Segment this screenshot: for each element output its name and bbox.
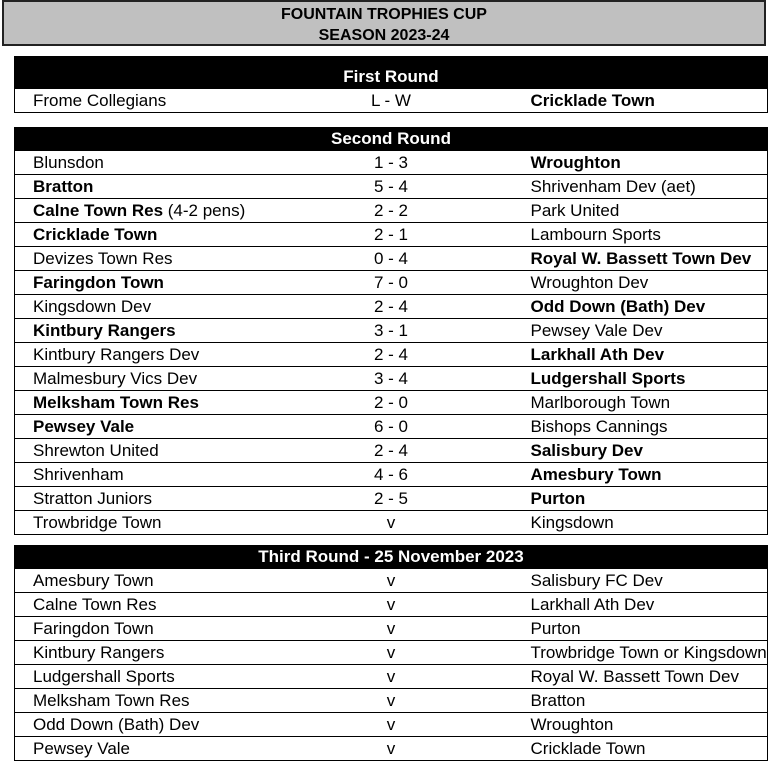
home-team-name: Shrewton United (33, 440, 159, 460)
home-team (15, 617, 266, 641)
away-team (517, 487, 768, 511)
home-team (15, 415, 266, 439)
home-team-note: (4-2 pens) (163, 200, 246, 220)
away-team-name: Bratton (530, 690, 586, 710)
match-row (15, 569, 768, 593)
home-team-name: Melksham Town Res (33, 392, 199, 412)
match-score: 3 - 4 (266, 367, 517, 391)
away-team (517, 367, 768, 391)
home-team (15, 689, 266, 713)
away-team-name: Purton (530, 618, 581, 638)
match-row (15, 89, 768, 113)
home-team-name: Shrivenham (33, 464, 124, 484)
match-score: 2 - 4 (266, 343, 517, 367)
away-team-name: Marlborough Town (530, 392, 671, 412)
home-team-name: Faringdon Town (33, 618, 154, 638)
match-score: L - W (266, 89, 517, 113)
away-team-name: Wroughton (530, 714, 614, 734)
home-team-name: Bratton (33, 176, 94, 196)
away-team-name: Salisbury Dev (530, 440, 643, 460)
away-team (517, 343, 768, 367)
match-score: v (266, 641, 517, 665)
away-team (517, 319, 768, 343)
home-team (15, 463, 266, 487)
away-team-name: Odd Down (Bath) Dev (530, 296, 706, 316)
home-team-name: Devizes Town Res (33, 248, 173, 268)
away-team-name: Cricklade Town (530, 90, 655, 110)
match-row (15, 689, 768, 713)
home-team (15, 89, 266, 113)
match-score: 2 - 2 (266, 199, 517, 223)
match-score: 3 - 1 (266, 319, 517, 343)
home-team (15, 737, 266, 761)
home-team (15, 295, 266, 319)
away-team-name: Larkhall Ath Dev (530, 344, 665, 364)
match-row (15, 617, 768, 641)
away-team (517, 271, 768, 295)
away-team-name: Amesbury Town (530, 464, 662, 484)
match-score: 4 - 6 (266, 463, 517, 487)
home-team-name: Frome Collegians (33, 90, 167, 110)
match-score: 0 - 4 (266, 247, 517, 271)
home-team (15, 391, 266, 415)
away-team (517, 689, 768, 713)
third-round-table (14, 545, 768, 761)
match-row (15, 641, 768, 665)
home-team (15, 343, 266, 367)
away-team (517, 223, 768, 247)
away-team (517, 439, 768, 463)
home-team-name: Cricklade Town (33, 224, 158, 244)
home-team-name: Kintbury Rangers (33, 320, 176, 340)
match-row (15, 319, 768, 343)
match-score: 2 - 4 (266, 295, 517, 319)
home-team (15, 511, 266, 535)
away-team (517, 175, 768, 199)
match-row (15, 295, 768, 319)
match-score: 2 - 4 (266, 439, 517, 463)
first-round-heading: First Round (15, 57, 768, 89)
third-round-heading: Third Round - 25 November 2023 (15, 546, 768, 569)
home-team (15, 641, 266, 665)
away-team (517, 665, 768, 689)
away-team-name: Larkhall Ath Dev (530, 594, 655, 614)
away-team (517, 713, 768, 737)
home-team-name: Kintbury Rangers Dev (33, 344, 200, 364)
home-team-name: Calne Town Res (33, 200, 164, 220)
away-team-name: Wroughton (530, 152, 621, 172)
home-team-name: Blunsdon (33, 152, 104, 172)
match-score: 2 - 1 (266, 223, 517, 247)
away-team-name: Salisbury FC Dev (530, 570, 663, 590)
away-team (517, 89, 768, 113)
home-team-name: Faringdon Town (33, 272, 164, 292)
match-row (15, 151, 768, 175)
match-row (15, 415, 768, 439)
match-row (15, 391, 768, 415)
home-team-name: Odd Down (Bath) Dev (33, 714, 200, 734)
home-team-name: Pewsey Vale (33, 738, 131, 758)
match-score: 7 - 0 (266, 271, 517, 295)
home-team-name: Melksham Town Res (33, 690, 190, 710)
title-line-1: FOUNTAIN TROPHIES CUP (281, 6, 487, 23)
home-team (15, 247, 266, 271)
home-team-name: Kingsdown Dev (33, 296, 152, 316)
second-round-heading: Second Round (15, 128, 768, 151)
match-row (15, 247, 768, 271)
home-team-name: Kintbury Rangers (33, 642, 165, 662)
home-team-name: Ludgershall Sports (33, 666, 175, 686)
away-team (517, 391, 768, 415)
away-team-name: Shrivenham Dev (aet) (530, 176, 696, 196)
match-row (15, 271, 768, 295)
away-team (517, 641, 768, 665)
round-header (15, 128, 768, 151)
home-team (15, 199, 266, 223)
home-team (15, 319, 266, 343)
away-team (517, 247, 768, 271)
away-team-name: Purton (530, 488, 586, 508)
away-team (517, 151, 768, 175)
match-score: v (266, 737, 517, 761)
match-score: 6 - 0 (266, 415, 517, 439)
match-row (15, 199, 768, 223)
match-score: 1 - 3 (266, 151, 517, 175)
away-team-name: Kingsdown (530, 512, 614, 532)
second-round-section (14, 127, 768, 535)
away-team (517, 737, 768, 761)
away-team-name: Royal W. Bassett Town Dev (530, 248, 752, 268)
home-team (15, 223, 266, 247)
home-team (15, 593, 266, 617)
away-team-name: Lambourn Sports (530, 224, 661, 244)
match-score: 2 - 0 (266, 391, 517, 415)
first-round-table (14, 56, 768, 113)
home-team-name: Calne Town Res (33, 594, 157, 614)
home-team (15, 665, 266, 689)
match-score: v (266, 689, 517, 713)
match-row (15, 713, 768, 737)
home-team (15, 367, 266, 391)
home-team (15, 487, 266, 511)
match-row (15, 223, 768, 247)
third-round-section (14, 545, 768, 761)
match-row (15, 593, 768, 617)
match-row (15, 463, 768, 487)
page-title (2, 0, 766, 46)
away-team (517, 617, 768, 641)
away-team (517, 511, 768, 535)
home-team-name: Trowbridge Town (33, 512, 162, 532)
second-round-table (14, 127, 768, 535)
away-team-name: Royal W. Bassett Town Dev (530, 666, 739, 686)
away-team (517, 569, 768, 593)
home-team (15, 175, 266, 199)
home-team-name: Amesbury Town (33, 570, 154, 590)
away-team-name: Park United (530, 200, 620, 220)
match-row (15, 367, 768, 391)
match-score: 2 - 5 (266, 487, 517, 511)
home-team (15, 151, 266, 175)
away-team-name: Pewsey Vale Dev (530, 320, 663, 340)
home-team (15, 569, 266, 593)
match-row (15, 439, 768, 463)
match-row (15, 487, 768, 511)
match-score: v (266, 511, 517, 535)
home-team (15, 713, 266, 737)
away-team (517, 463, 768, 487)
away-team (517, 295, 768, 319)
home-team (15, 271, 266, 295)
away-team-name: Bishops Cannings (530, 416, 668, 436)
match-score: v (266, 617, 517, 641)
home-team-name: Pewsey Vale (33, 416, 135, 436)
home-team (15, 439, 266, 463)
match-score: v (266, 713, 517, 737)
first-round-section (14, 56, 768, 113)
away-team (517, 593, 768, 617)
title-line-2: SEASON 2023-24 (318, 27, 450, 44)
match-score: v (266, 569, 517, 593)
match-row (15, 737, 768, 761)
away-team-name: Wroughton Dev (530, 272, 649, 292)
match-row (15, 175, 768, 199)
away-team (517, 199, 768, 223)
home-team-name: Malmesbury Vics Dev (33, 368, 198, 388)
away-team-name: Trowbridge Town or Kingsdown (530, 642, 767, 662)
away-team (517, 415, 768, 439)
match-score: 5 - 4 (266, 175, 517, 199)
match-row (15, 343, 768, 367)
match-row (15, 511, 768, 535)
home-team-name: Stratton Juniors (33, 488, 153, 508)
away-team-name: Cricklade Town (530, 738, 646, 758)
round-header (15, 57, 768, 89)
match-row (15, 665, 768, 689)
match-score: v (266, 593, 517, 617)
away-team-name: Ludgershall Sports (530, 368, 686, 388)
match-score: v (266, 665, 517, 689)
round-header (15, 546, 768, 569)
